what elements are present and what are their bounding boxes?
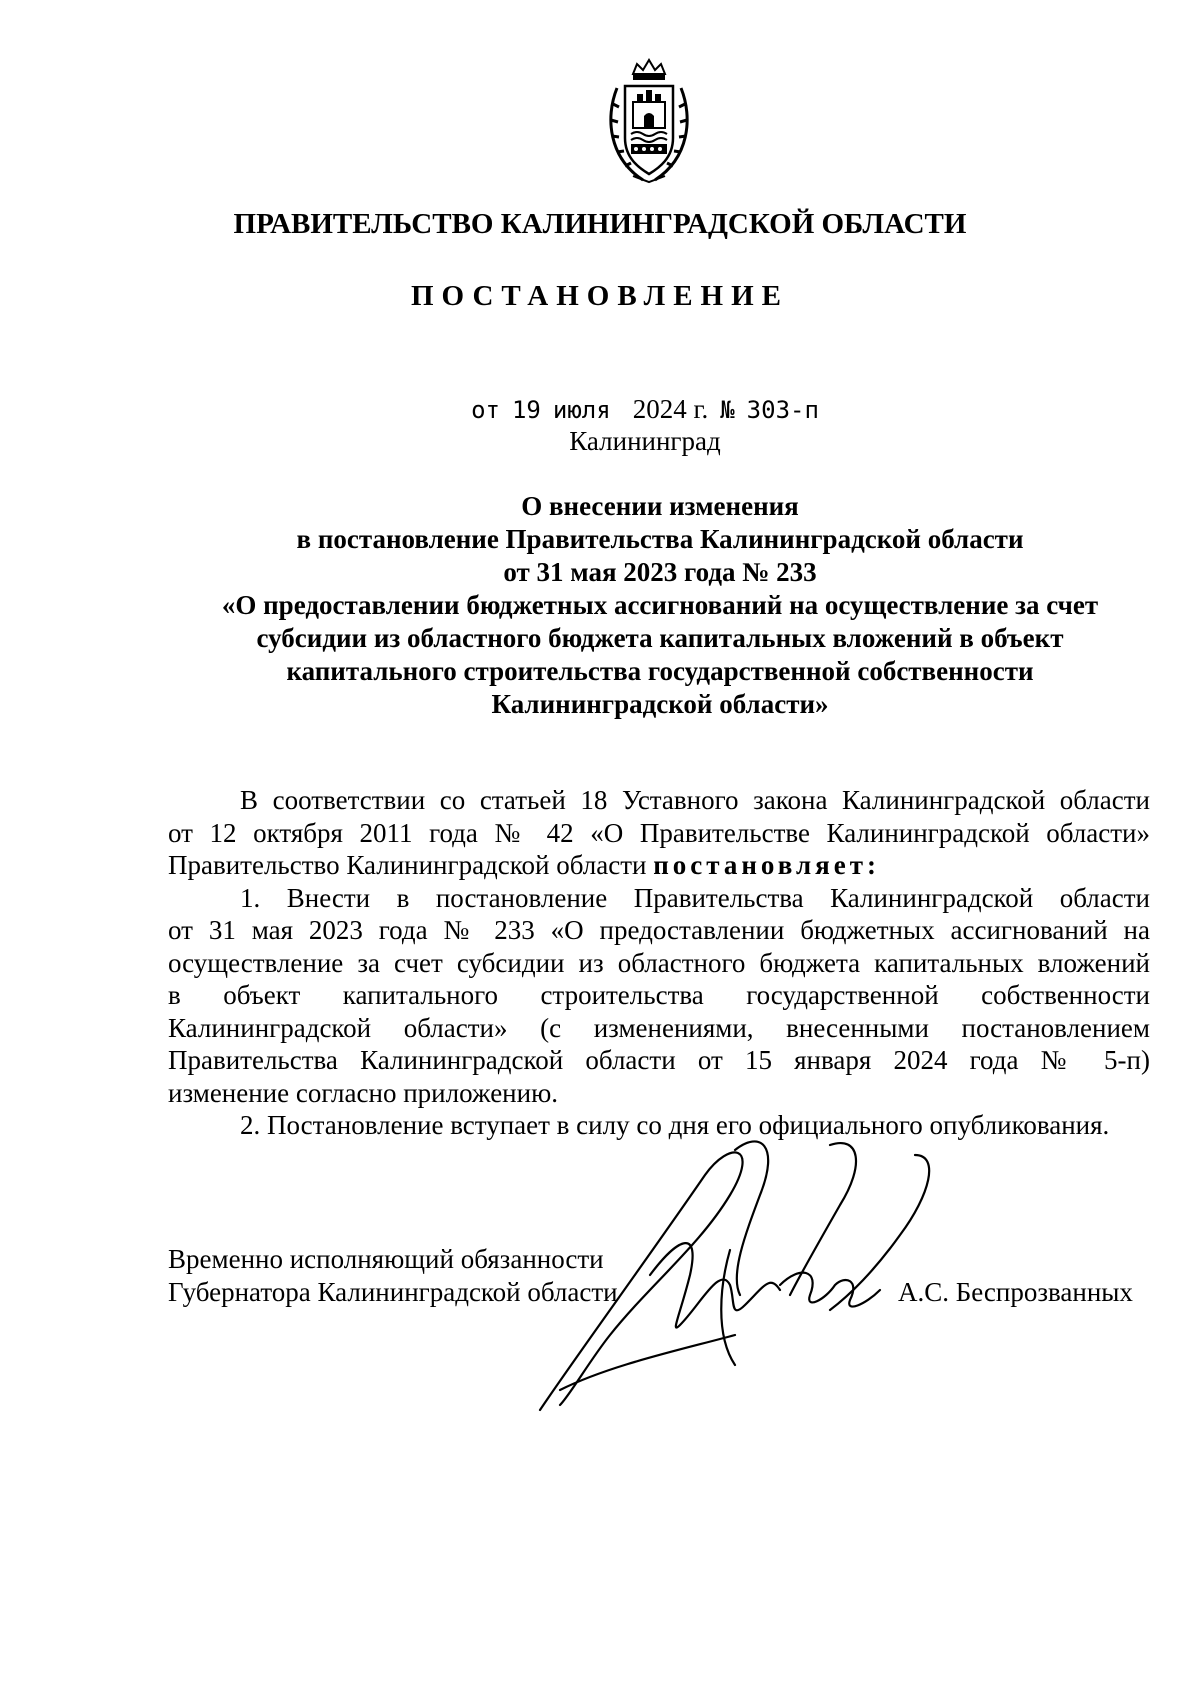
- subject-line: Калининградской области»: [491, 689, 829, 719]
- preamble-line: Правительство Калининградской области: [168, 850, 647, 880]
- document-type: ПОСТАНОВЛЕНИЕ: [410, 280, 789, 312]
- item2-paragraph: 2. Постановление вступает в силу со дня его официального опубликования.: [240, 1110, 1110, 1140]
- government-name: ПРАВИТЕЛЬСТВО КАЛИНИНГРАДСКОЙ ОБЛАСТИ: [233, 208, 967, 240]
- preamble-line: В соответствии со статьей 18 Уставного закона Калининградской области: [240, 785, 1150, 815]
- item1-line: изменение согласно приложению.: [168, 1077, 558, 1108]
- item1-line: осуществление за счет субсидии из областного бюджета капитальных вложений: [168, 947, 1150, 978]
- date-month: июля: [552, 396, 611, 424]
- subject-line: от 31 мая 2023 года № 233: [503, 557, 817, 587]
- document-number: 303-п: [746, 396, 819, 424]
- item1-line: Правительства Калининградской области от 15 января 2024 года № 5-п): [168, 1045, 1150, 1075]
- handwritten-signature: [530, 1135, 960, 1415]
- subject-line: в постановление Правительства Калининградской области: [296, 524, 1024, 554]
- item1-line: 1. Внести в постановление Правительства Калининградской области: [240, 882, 1150, 913]
- date-year: 2024 г.: [632, 394, 709, 424]
- decree-word: постановляет:: [653, 850, 880, 880]
- preamble-line: от 12 октября 2011 года № 42 «О Правительстве Калининградской области»: [168, 817, 1150, 848]
- preamble-last-line: [168, 849, 1150, 882]
- item1-line: в объект капитального строительства государственной собственности: [168, 980, 1150, 1010]
- number-sign: №: [720, 396, 735, 424]
- signer-position-line: Губернатора Калининградской области: [168, 1277, 618, 1307]
- item1-line: Калининградской области» (с изменениями, внесенными постановлением: [168, 1012, 1150, 1043]
- item1-line: от 31 мая 2023 года № 233 «О предоставлении бюджетных ассигнований на: [168, 915, 1150, 945]
- coat-of-arms-emblem: [603, 58, 695, 186]
- signer-position-line: Временно исполняющий обязанности: [168, 1244, 604, 1274]
- subject-line: О внесении изменения: [521, 491, 799, 521]
- document-subject: [160, 490, 1160, 721]
- date-prefix: от: [471, 396, 500, 424]
- date-day: 19: [511, 396, 541, 424]
- city-name: Калининград: [569, 426, 721, 456]
- subject-line: «О предоставлении бюджетных ассигнований на осуществление за счет: [221, 590, 1099, 620]
- document-body: [168, 784, 1150, 1142]
- signer-name: А.С. Беспрозванных: [898, 1277, 1133, 1307]
- subject-line: субсидии из областного бюджета капитальных вложений в объект: [256, 623, 1064, 653]
- date-number-line: [0, 394, 1200, 425]
- subject-line: капитального строительства государственной собственности: [286, 656, 1034, 686]
